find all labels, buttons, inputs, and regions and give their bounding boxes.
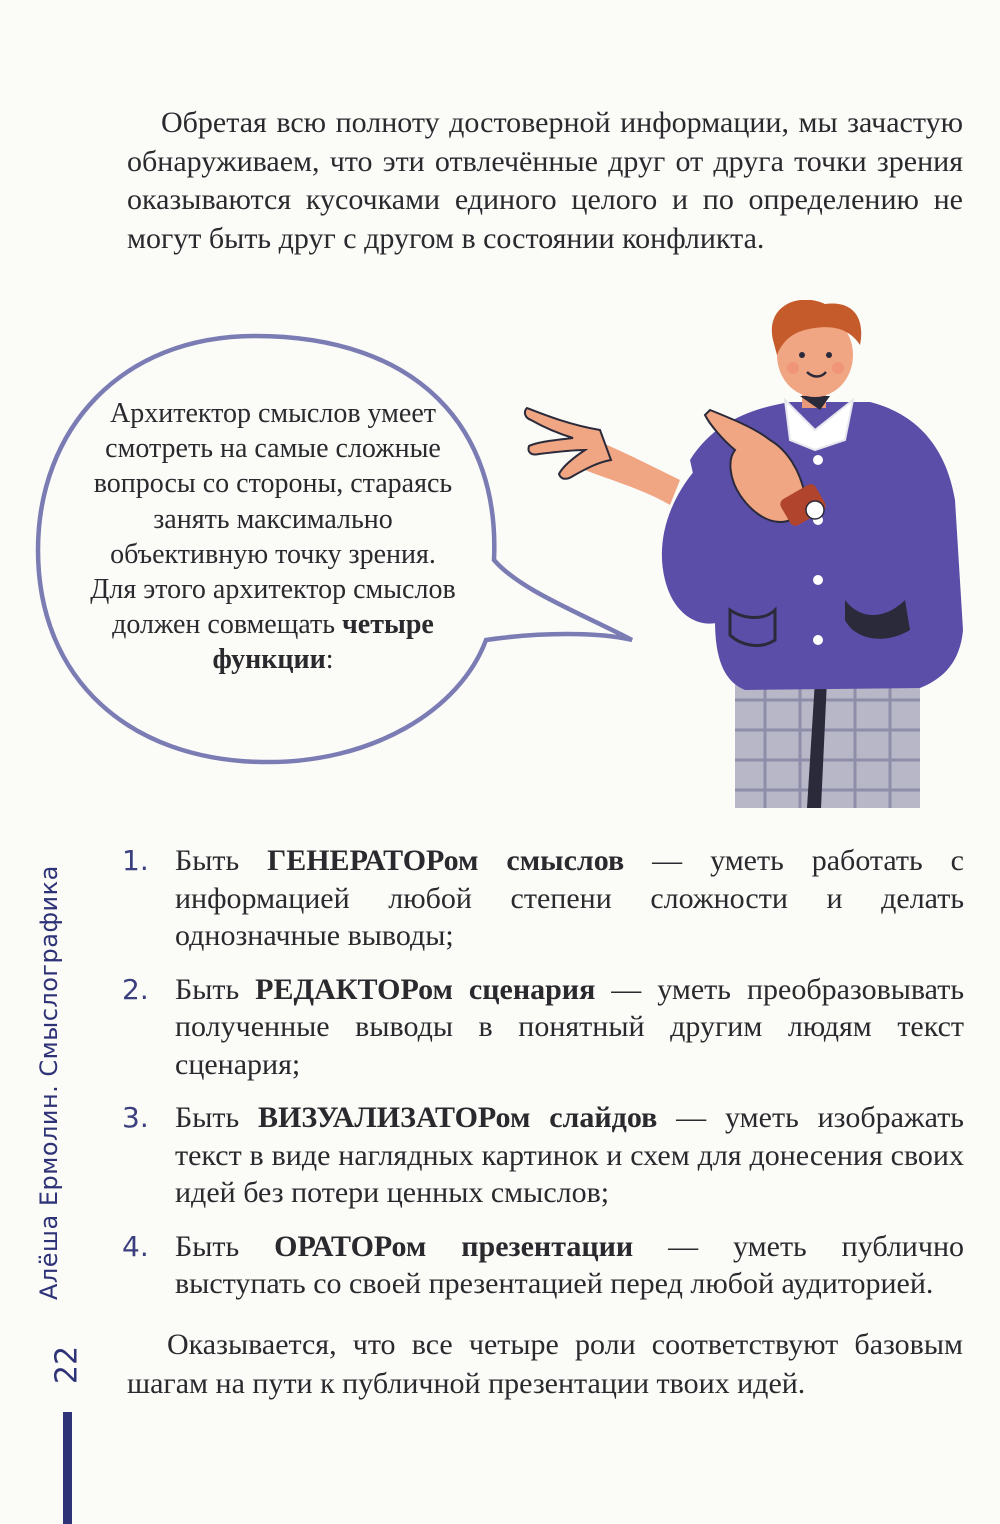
list-item-number: 2. (122, 972, 149, 1006)
list-item-bold: ВИЗУАЛИЗАТОРом слайдов (258, 1101, 658, 1134)
list-item-number: 4. (122, 1229, 149, 1263)
list-item: 3. Быть ВИЗУАЛИЗАТОРом слайдов — уметь изображать текст в виде наглядных картинок и схем для донесения своих идей без потери ценных смыслов; (122, 1101, 964, 1209)
intro-paragraph: Обретая всю полноту достоверной информации, мы зачастую обнаруживаем, что эти отвлечённые друг от друга точки зрения оказываются кусочками единого целого и по определению не могут быть друг с другом в состоянии конфликта. (127, 106, 963, 255)
side-bar (63, 1412, 72, 1524)
running-head: Алёша Ермолин. Смыслографика (35, 865, 63, 1300)
outro-paragraph: Оказывается, что все четыре роли соответствуют базовым шагам на пути к публичной презентации твоих идей. (127, 1328, 963, 1400)
functions-list (122, 842, 964, 1319)
speech-bubble-text: Архитектор смыслов умеет смотреть на самые сложные вопросы со стороны, стараясь занять максимально объективную точку зрения. Для этого архитектор смыслов должен совмещать четыре функции: (90, 398, 456, 676)
page-number: 22 (49, 1345, 85, 1385)
list-item: 1. Быть ГЕНЕРАТОРом смыслов — уметь работать с информацией любой степени сложности и делать однозначные выводы; (122, 844, 964, 952)
list-item-bold: ГЕНЕРАТОРом смыслов (267, 844, 625, 877)
list-item-number: 1. (122, 844, 149, 877)
man-illustration (515, 300, 975, 810)
trousers (735, 678, 920, 808)
head (772, 300, 861, 410)
list-item-bold: РЕДАКТОРом сценария (255, 972, 596, 1006)
list-item-number: 3. (122, 1101, 149, 1134)
list-item: 4. Быть ОРАТОРом презентации — уметь публично выступать со своей презентацией перед любой аудиторией. (122, 1229, 965, 1300)
open-hand (525, 408, 680, 505)
list-item-bold: ОРАТОРом презентации (274, 1229, 634, 1263)
speech-bubble-bold: четыре функции (212, 609, 434, 676)
list-item: 2. Быть РЕДАКТОРом сценария — уметь преобразовывать полученные выводы в понятный другим людям текст сценария; (122, 972, 964, 1081)
